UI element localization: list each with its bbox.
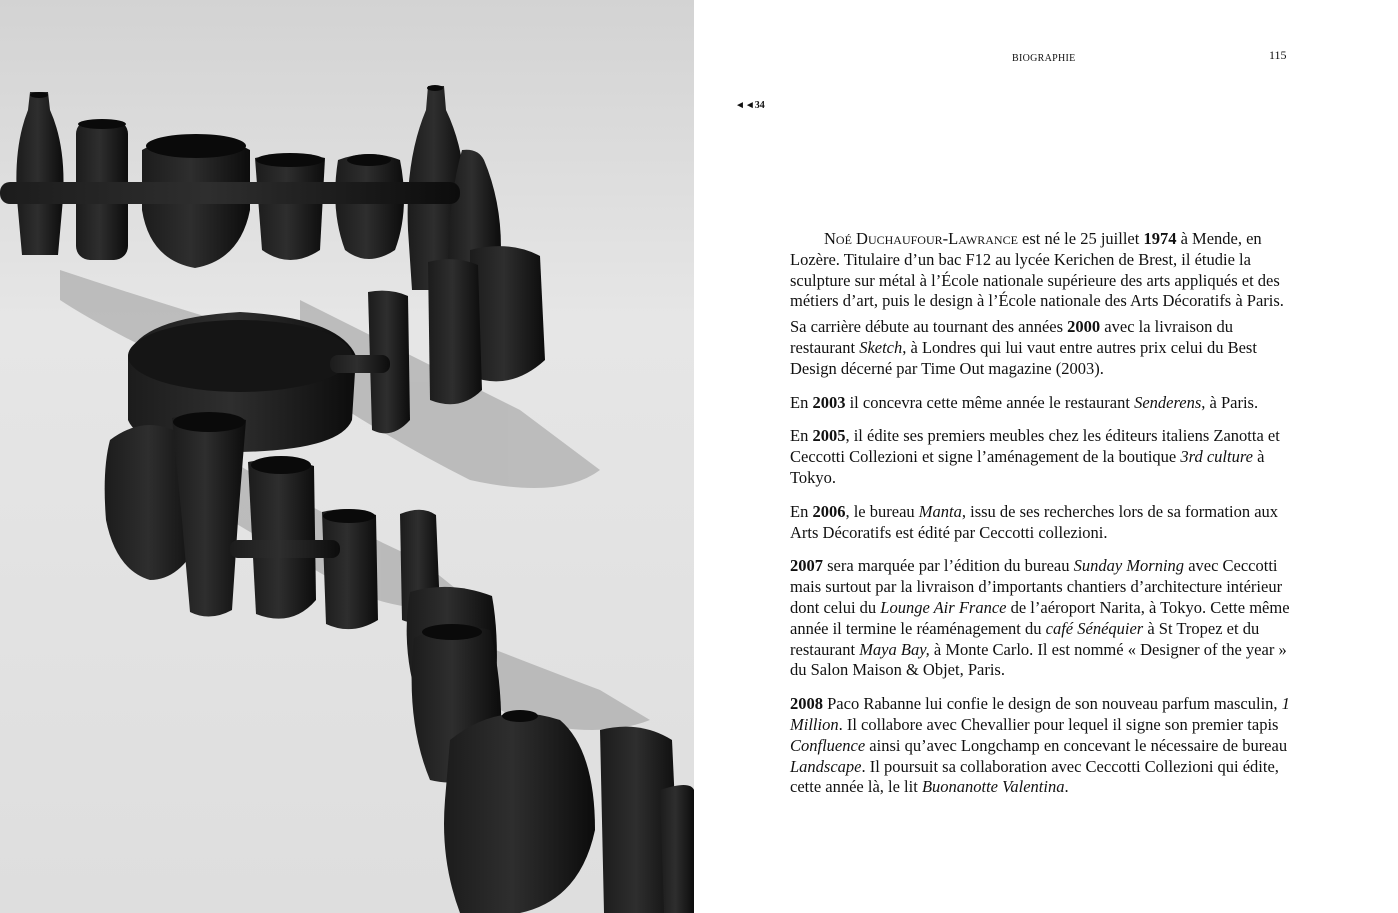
paragraph-text: En [790, 392, 813, 412]
year-text: 2003 [812, 392, 846, 412]
biography-paragraph [790, 229, 1300, 312]
black-ceramic-vessels-photograph [0, 0, 694, 913]
project-name-text: 3rd culture [1180, 447, 1253, 467]
paragraph-text: ainsi qu’avec Longchamp en concevant le nécessaire de bureau [865, 735, 1288, 755]
paragraph-text: En [790, 426, 813, 446]
paragraph-text: Sa carrière débute au tournant des années [790, 317, 1068, 337]
paragraph-text: à Monte Carlo. Il est nommé « Designer of the year » du Salon Maison & Objet, Paris. [790, 639, 1287, 680]
project-name-text: 1 Million [790, 694, 1290, 734]
year-text: 1974 [1143, 229, 1177, 248]
paragraph-text: avec la livraison du restaurant [790, 317, 1234, 357]
paragraph-text: , à Londres qui lui vaut entre autres prix celui du Best Design décerné par Time Out magazine (2003). [790, 337, 1257, 378]
paragraph-text: à Tokyo. [790, 447, 1265, 487]
project-name-text: café Sénéquier [1045, 618, 1144, 638]
designer-name: Noé Duchaufour-Lawrance [824, 229, 1018, 248]
paragraph-text: . [1064, 777, 1069, 797]
paragraph-text: , il édite ses premiers meubles chez les éditeurs italiens Zanotta et Ceccotti Collezioni et signe l’aménagement de la boutique [790, 426, 1280, 467]
project-name-text: Manta [918, 501, 962, 521]
biography-paragraph [790, 393, 1300, 414]
paragraph-text: . Il collabore avec Chevallier pour lequel il signe son premier tapis [838, 714, 1279, 734]
biography-paragraph [790, 556, 1300, 681]
page-number: 115 [1269, 48, 1287, 62]
year-text: 2005 [812, 426, 846, 446]
year-text: 2000 [1067, 317, 1101, 337]
paragraph-text: En [790, 501, 813, 521]
year-text: 2007 [790, 556, 823, 576]
project-name-text: Sunday Morning [1073, 556, 1185, 576]
paragraph-text: à St Tropez et du restaurant [790, 618, 1260, 659]
paragraph-text: avec Ceccotti mais surtout par la livraison d’importants chantiers d’architecture intérieur dont celui du [790, 556, 1283, 617]
project-name-text: Buonanotte Valentina [921, 777, 1065, 797]
project-name-text: Lounge Air France [880, 597, 1007, 617]
paragraph-text: il concevra cette même année le restaurant [845, 392, 1135, 412]
paragraph-text: , issu de ses recherches lors de sa formation aux Arts Décoratifs est édité par Ceccotti collezioni. [790, 501, 1279, 542]
biography-text [790, 229, 1300, 811]
paragraph-text: est né le 25 juillet [1017, 229, 1144, 248]
project-name-text: Senderens [1134, 392, 1202, 412]
project-name-text: Maya Bay, [859, 639, 930, 659]
paragraph-text: sera marquée par l’édition du bureau [823, 556, 1074, 576]
year-text: 2008 [790, 694, 823, 714]
back-reference-link[interactable]: ◄◄34 [735, 100, 765, 111]
biography-paragraph [790, 317, 1300, 379]
paragraph-text: , à Paris. [1201, 392, 1259, 412]
paragraph-text: à Mende, en Lozère. Titulaire d’un bac F12 au lycée Kerichen de Brest, il étudie la sculpture sur métal à l’École nationale supérieure des arts appliqués et des métiers d’art, puis le design à l’École nationale des Arts Décoratifs à Paris. [790, 229, 1284, 311]
paragraph-text: , le bureau [845, 501, 919, 521]
biography-paragraph [790, 502, 1300, 544]
project-name-text: Sketch [859, 337, 903, 357]
text-page [694, 0, 1398, 913]
biography-paragraph [790, 694, 1300, 798]
year-text: 2006 [812, 501, 846, 521]
running-head: BIOGRAPHIE [1012, 53, 1076, 64]
paragraph-text: . Il poursuit sa collaboration avec Ceccotti Collezioni qui édite, cette année là, le lit [790, 756, 1279, 797]
photo-illustration [0, 0, 694, 913]
project-name-text: Confluence [790, 735, 866, 755]
paragraph-text: de l’aéroport Narita, à Tokyo. Cette même année il termine le réaménagement du [790, 597, 1290, 638]
paragraph-text: Paco Rabanne lui confie le design de son nouveau parfum masculin, [823, 694, 1282, 714]
project-name-text: Landscape [790, 756, 862, 776]
biography-paragraph [790, 426, 1300, 488]
